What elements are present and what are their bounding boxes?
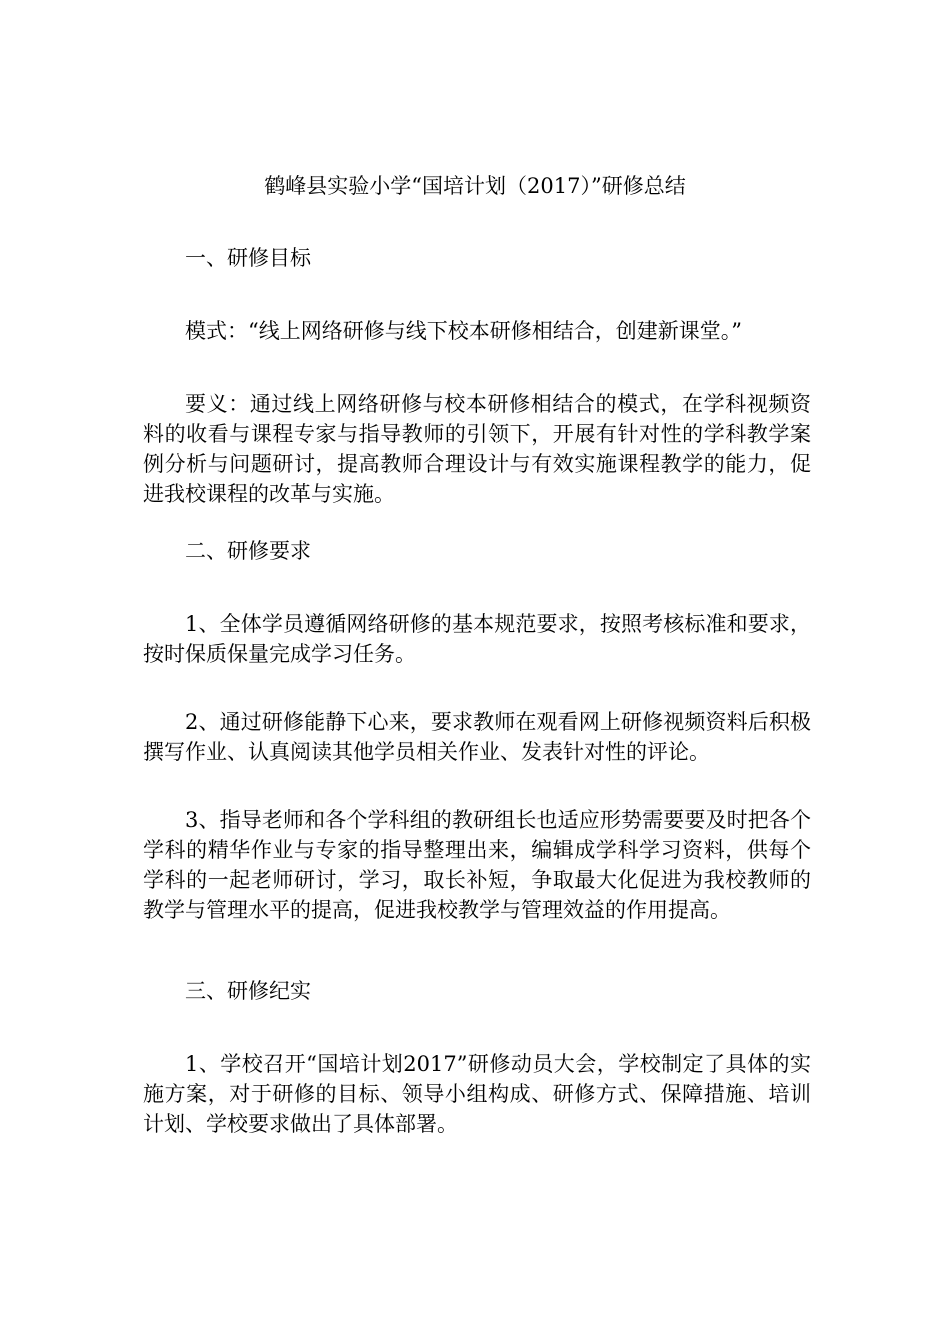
section-heading-record: 三、研修纪实 [185,979,311,1003]
paragraph-essence: 要义：通过线上网络研修与校本研修相结合的模式，在学科视频资料的收看与课程专家与指导教师的引领下，开展有针对性的学科教学案例分析与问题研讨，提高教师合理设计与有效实施课程教学的能力，促进我校课程的改革与实施。 [143,392,811,506]
paragraph-requirement-3: 3、指导老师和各个学科组的教研组长也适应形势需要要及时把各个学科的精华作业与专家的指导整理出来，编辑成学科学习资料，供每个学科的一起老师研讨，学习，取长补短，争取最大化促进为我校教师的教学与管理水平的提高，促进我校教学与管理效益的作用提高。 [143,808,811,922]
document-title: 鹤峰县实验小学“国培计划（2017）”研修总结 [264,174,686,198]
paragraph-record-1: 1、学校召开“国培计划2017”研修动员大会，学校制定了具体的实施方案，对于研修的目标、领导小组构成、研修方式、保障措施、培训计划、学校要求做出了具体部署。 [143,1052,811,1136]
paragraph-requirement-2: 2、通过研修能静下心来，要求教师在观看网上研修视频资料后积极撰写作业、认真阅读其他学员相关作业、发表针对性的评论。 [143,710,811,764]
section-heading-requirements: 二、研修要求 [185,539,311,563]
section-heading-goals: 一、研修目标 [185,246,311,270]
paragraph-requirement-1: 1、全体学员遵循网络研修的基本规范要求，按照考核标准和要求，按时保质保量完成学习任务。 [143,612,811,666]
paragraph-mode: 模式：“线上网络研修与线下校本研修相结合，创建新课堂。” [185,319,742,343]
